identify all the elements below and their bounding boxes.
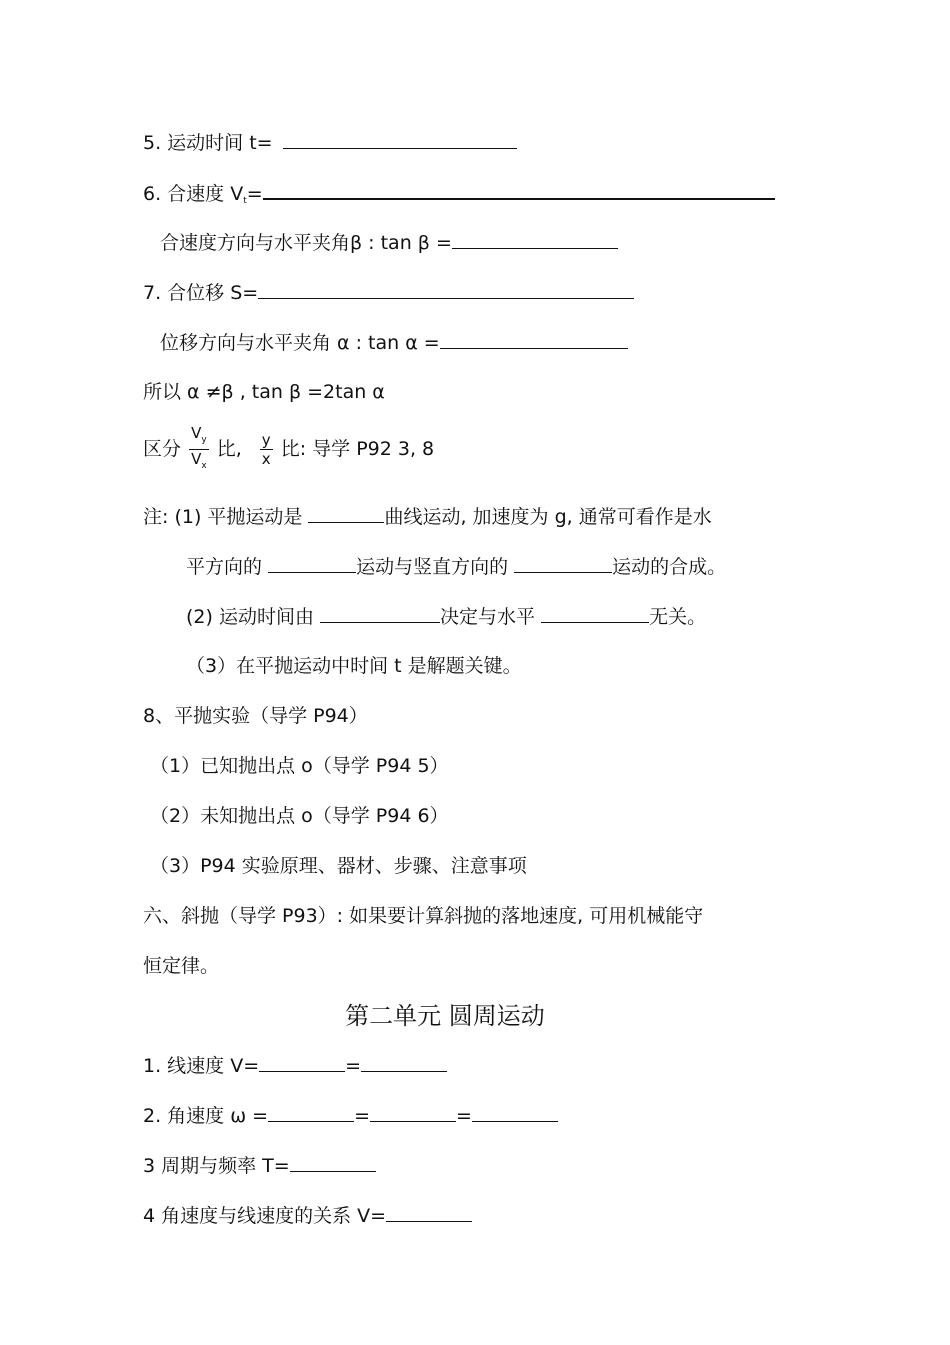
fraction-numerator: $V_y$ <box>189 424 209 450</box>
line-velocity-angle <box>160 230 618 255</box>
answer-blank[interactable] <box>320 604 440 623</box>
line-displacement-angle <box>160 330 628 355</box>
line-text: 六、斜抛（导学 P93）: 如果要计算斜抛的落地速度, 可用机械能守 <box>143 905 704 927</box>
answer-blank[interactable] <box>472 1103 558 1122</box>
fraction-denominator: $V_x$ <box>191 450 207 471</box>
line-text: 运动的合成。 <box>612 556 727 578</box>
subscript: t <box>243 196 247 206</box>
equals-sign: = <box>345 1055 362 1077</box>
line-text: 运动与竖直方向的 <box>356 556 509 578</box>
line-text: 无关。 <box>649 606 707 628</box>
line-angular-linear-relation <box>143 1203 472 1228</box>
line-distinguish <box>143 424 434 475</box>
line-text: （2）未知抛出点 o（导学 P94 6） <box>150 805 449 827</box>
answer-blank[interactable] <box>541 604 649 623</box>
answer-blank[interactable] <box>263 180 775 200</box>
note-1-line-a <box>143 504 712 529</box>
line-text: 恒定律。 <box>143 955 220 977</box>
fraction-denominator: x <box>261 450 271 468</box>
line-experiment <box>143 704 368 728</box>
line-resultant-displacement <box>143 280 634 305</box>
line-text: (2) 运动时间由 <box>186 606 314 628</box>
line-oblique-throw <box>143 904 703 928</box>
line-label: 6. 合速度 V <box>143 183 244 205</box>
answer-blank[interactable] <box>268 1103 354 1122</box>
answer-blank[interactable] <box>440 330 628 349</box>
fraction-vy-vx <box>189 424 209 475</box>
line-resultant-velocity <box>143 180 775 213</box>
answer-blank[interactable] <box>290 1153 376 1172</box>
fraction-numerator: y <box>261 431 271 449</box>
answer-blank[interactable] <box>268 554 356 573</box>
line-period-frequency <box>143 1153 376 1178</box>
line-label: 5. 运动时间 t= <box>143 132 273 154</box>
unit-title <box>0 1000 950 1032</box>
line-experiment-2 <box>150 804 449 828</box>
fraction-y-x <box>260 431 273 468</box>
equals-sign: = <box>246 183 263 205</box>
note-1-line-b <box>186 554 726 579</box>
line-label: 合速度方向与水平夹角β : tan β = <box>160 232 452 254</box>
equals-sign: = <box>456 1105 472 1127</box>
line-motion-time <box>143 130 517 155</box>
line-label: 2. 角速度 ω = <box>143 1105 269 1127</box>
line-linear-velocity <box>143 1053 447 1078</box>
line-angle-relation <box>143 380 385 404</box>
answer-blank[interactable] <box>259 1053 345 1072</box>
answer-blank[interactable] <box>283 130 517 149</box>
line-text: 比, <box>216 438 242 460</box>
line-text: 注: (1) 平抛运动是 <box>143 506 303 528</box>
line-text: （1）已知抛出点 o（导学 P94 5） <box>150 755 449 777</box>
line-text: 曲线运动, 加速度为 g, 通常可看作是水 <box>384 506 712 528</box>
line-text: （3）P94 实验原理、器材、步骤、注意事项 <box>150 855 527 877</box>
answer-blank[interactable] <box>258 280 634 299</box>
answer-blank[interactable] <box>370 1103 456 1122</box>
line-text: 平方向的 <box>186 556 263 578</box>
note-3 <box>186 654 522 678</box>
equals-sign: = <box>354 1105 370 1127</box>
answer-blank[interactable] <box>452 230 618 249</box>
line-text: 所以 α ≠β , tan β =2tan α <box>143 381 385 403</box>
answer-blank[interactable] <box>308 504 384 523</box>
line-text: 区分 <box>143 438 182 460</box>
note-2 <box>186 604 706 629</box>
line-label: 4 角速度与线速度的关系 V= <box>143 1205 387 1227</box>
answer-blank[interactable] <box>514 554 612 573</box>
line-experiment-1 <box>150 754 449 778</box>
line-label: 1. 线速度 V= <box>143 1055 260 1077</box>
section-heading: 第二单元 圆周运动 <box>345 1002 545 1030</box>
answer-blank[interactable] <box>361 1053 447 1072</box>
line-angular-velocity <box>143 1103 558 1128</box>
line-label: 3 周期与频率 T= <box>143 1155 290 1177</box>
answer-blank[interactable] <box>386 1203 472 1222</box>
line-text: （3）在平抛运动中时间 t 是解题关键。 <box>186 655 522 677</box>
line-text: 8、平抛实验（导学 P94） <box>143 705 368 727</box>
line-label: 7. 合位移 S= <box>143 282 259 304</box>
line-label: 位移方向与水平夹角 α : tan α = <box>160 332 440 354</box>
line-experiment-3 <box>150 854 527 878</box>
line-text: 比: 导学 P92 3, 8 <box>280 438 435 460</box>
line-oblique-throw-cont <box>143 954 219 978</box>
line-text: 决定与水平 <box>440 606 536 628</box>
